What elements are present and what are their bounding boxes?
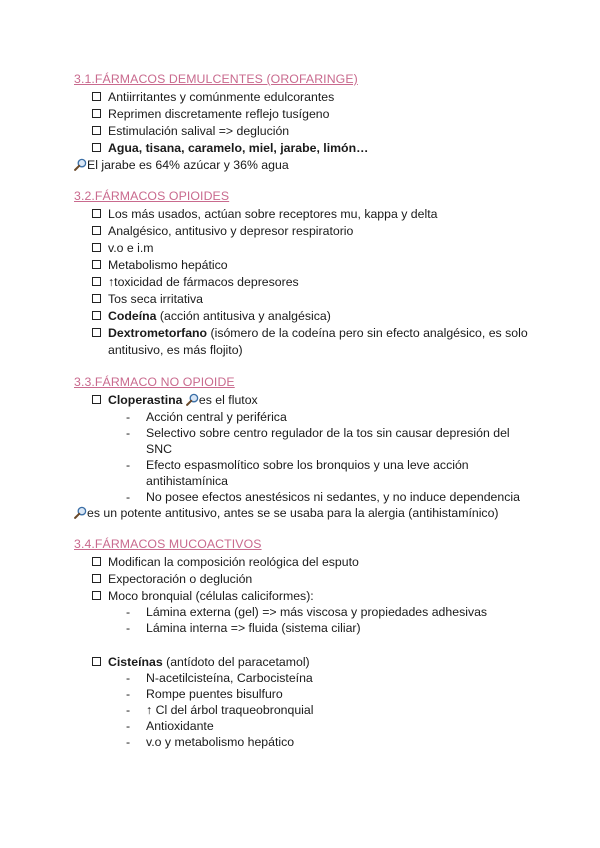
list-item: Codeína (acción antitusiva y analgésica) xyxy=(92,308,562,325)
list-item: Estimulación salival => deglución xyxy=(92,123,562,140)
sub-item: - No posee efectos anestésicos ni sedantes, y no induce dependencia xyxy=(126,490,520,504)
section-heading-3-3: 3.3.FÁRMACO NO OPIOIDE xyxy=(74,375,235,389)
checkbox-icon xyxy=(92,143,101,152)
checkbox-icon xyxy=(92,126,101,135)
checkbox-icon xyxy=(92,109,101,118)
checkbox-icon xyxy=(92,209,101,218)
checkbox-icon xyxy=(92,557,101,566)
sub-item: - Antioxidante xyxy=(126,719,214,733)
checkbox-icon xyxy=(92,243,101,252)
checkbox-icon xyxy=(92,277,101,286)
list-item: Agua, tisana, caramelo, miel, jarabe, limón… xyxy=(92,140,562,157)
sub-item: - N-acetilcisteína, Carbocisteína xyxy=(126,671,313,685)
list-item: Reprimen discretamente reflejo tusígeno xyxy=(92,106,562,123)
list-item: Modifican la composición reológica del esputo xyxy=(92,554,562,571)
section-heading-3-1: 3.1.FÁRMACOS DEMULCENTES (OROFARINGE) xyxy=(74,72,358,86)
list-item: Tos seca irritativa xyxy=(92,291,562,308)
checkbox-icon xyxy=(92,260,101,269)
checkbox-icon xyxy=(92,657,101,666)
note-line: es un potente antitusivo, antes se se usaba para la alergia (antihistamínico) xyxy=(74,505,499,522)
checkbox-icon xyxy=(92,294,101,303)
sub-item: - Acción central y periférica xyxy=(126,410,287,424)
checkbox-icon xyxy=(92,395,101,404)
list-item: Cisteínas (antídoto del paracetamol) xyxy=(92,654,562,671)
list-item: v.o e i.m xyxy=(92,240,562,257)
sub-item: - Efecto espasmolítico sobre los bronquios y una leve acción xyxy=(126,458,469,472)
sub-item-continuation: antihistamínica xyxy=(146,474,229,488)
section-heading-3-2: 3.2.FÁRMACOS OPIOIDES xyxy=(74,189,230,203)
magnifier-icon xyxy=(74,506,87,519)
sub-item: - Rompe puentes bisulfuro xyxy=(126,687,283,701)
list-item-continuation: antitusivo, es más flojito) xyxy=(108,343,243,357)
checkbox-icon xyxy=(92,574,101,583)
note-line: El jarabe es 64% azúcar y 36% agua xyxy=(74,157,289,174)
magnifier-icon xyxy=(74,158,87,171)
sub-item: - ↑ Cl del árbol traqueobronquial xyxy=(126,703,314,717)
checkbox-icon xyxy=(92,92,101,101)
list-item: Dextrometorfano (isómero de la codeína pero sin efecto analgésico, es solo xyxy=(92,325,562,342)
section-heading-3-4: 3.4.FÁRMACOS MUCOACTIVOS xyxy=(74,537,262,551)
list-item: Metabolismo hepático xyxy=(92,257,562,274)
checkbox-icon xyxy=(92,328,101,337)
checkbox-icon xyxy=(92,311,101,320)
sub-item: - Selectivo sobre centro regulador de la tos sin causar depresión del xyxy=(126,426,510,440)
list-item: Cloperastina es el flutox xyxy=(92,392,562,409)
list-item: Los más usados, actúan sobre receptores mu, kappa y delta xyxy=(92,206,562,223)
list-item: Antiirritantes y comúnmente edulcorantes xyxy=(92,89,562,106)
sub-item: - v.o y metabolismo hepático xyxy=(126,735,295,749)
list-item: Analgésico, antitusivo y depresor respiratorio xyxy=(92,223,562,240)
sub-item-continuation: SNC xyxy=(146,442,172,456)
sub-item: - Lámina externa (gel) => más viscosa y propiedades adhesivas xyxy=(126,605,488,619)
sub-item: - Lámina interna => fluida (sistema ciliar) xyxy=(126,621,361,635)
checkbox-icon xyxy=(92,226,101,235)
list-item: ↑toxicidad de fármacos depresores xyxy=(92,274,562,291)
checkbox-icon xyxy=(92,591,101,600)
list-item: Moco bronquial (células caliciformes): xyxy=(92,588,562,605)
magnifier-icon xyxy=(186,393,199,406)
list-item: Expectoración o deglución xyxy=(92,571,562,588)
